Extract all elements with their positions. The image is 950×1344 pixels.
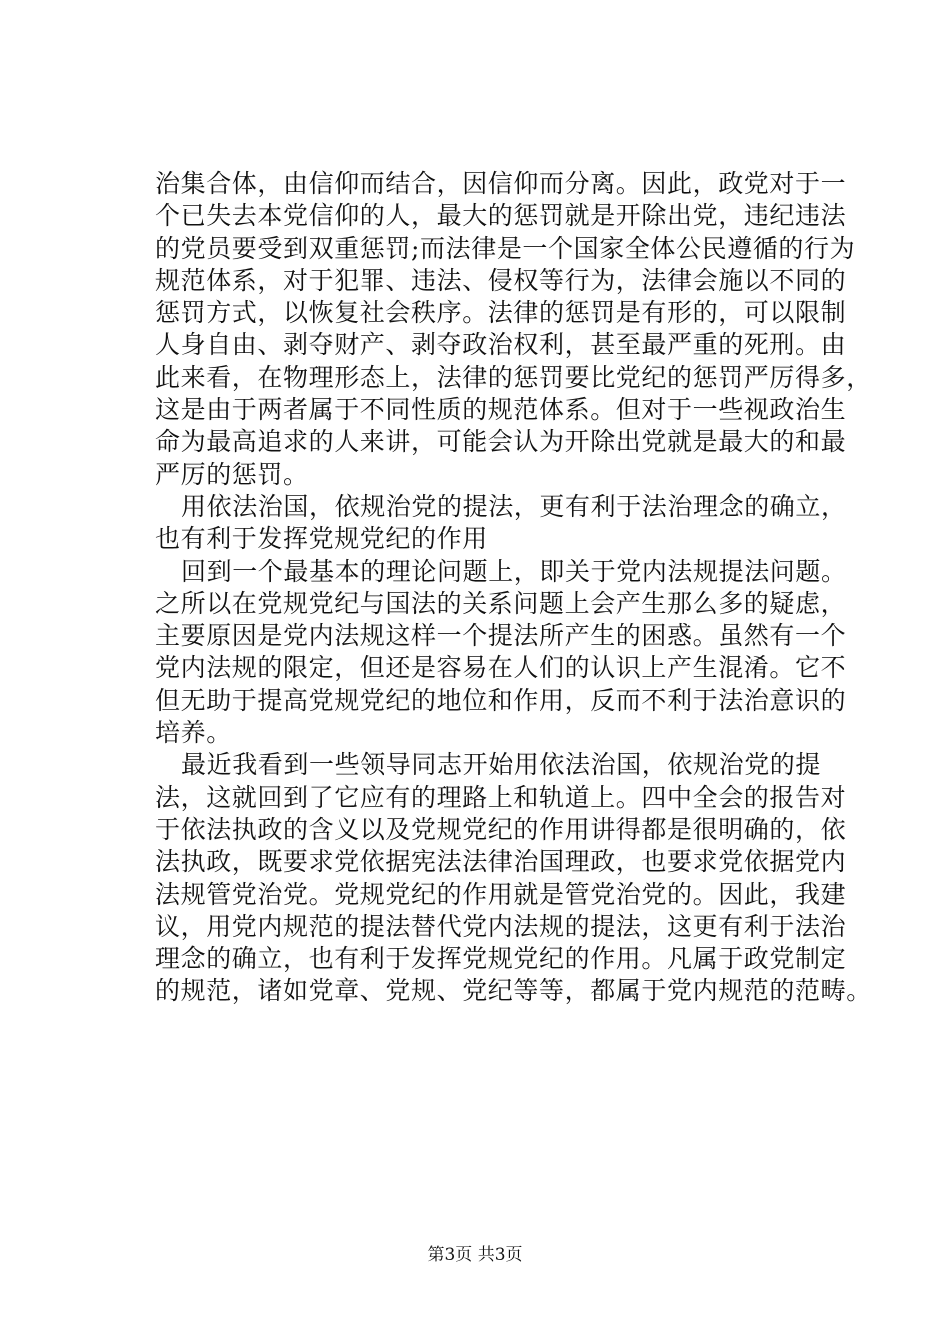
text-line: 回到一个最基本的理论问题上，即关于党内法规提法问题。 [181,556,847,586]
document-body [155,168,872,1008]
text-line: 培养。 [155,718,232,748]
text-line: 最近我看到一些领导同志开始用依法治国，依规治党的提 [181,750,822,780]
text-line: 惩罚方式，以恢复社会秩序。法律的惩罚是有形的，可以限制 [155,298,847,328]
text-line: 之所以在党规党纪与国法的关系问题上会产生那么多的疑虑， [155,588,847,618]
text-line: 议，用党内规范的提法替代党内法规的提法，这更有利于法治 [155,911,847,941]
text-line: 的规范，诸如党章、党规、党纪等等，都属于党内规范的范畴。 [155,976,872,1006]
section-heading-line: 也有利于发挥党规党纪的作用 [155,524,488,554]
text-line: 规范体系，对于犯罪、违法、侵权等行为，法律会施以不同的 [155,265,847,295]
text-line: 此来看，在物理形态上，法律的惩罚要比党纪的惩罚严厉得多， [155,362,872,392]
text-line: 法，这就回到了它应有的理路上和轨道上。四中全会的报告对 [155,782,847,812]
text-line: 人身自由、剥夺财产、剥夺政治权利，甚至最严重的死刑。由 [155,330,847,360]
text-line: 主要原因是党内法规这样一个提法所产生的困惑。虽然有一个 [155,621,847,651]
text-line: 理念的确立，也有利于发挥党规党纪的作用。凡属于政党制定 [155,944,847,974]
text-line: 个已失去本党信仰的人，最大的惩罚就是开除出党，违纪违法 [155,201,847,231]
text-line: 党内法规的限定，但还是容易在人们的认识上产生混淆。它不 [155,653,847,683]
page-number: 第3页 共3页 [427,1245,523,1265]
text-line: 法执政，既要求党依据宪法法律治国理政，也要求党依据党内 [155,847,847,877]
section-heading-line: 用依法治国，依规治党的提法，更有利于法治理念的确立， [181,491,847,521]
text-line: 法规管党治党。党规党纪的作用就是管党治党的。因此，我建 [155,879,847,909]
text-line: 于依法执政的含义以及党规党纪的作用讲得都是很明确的，依 [155,814,847,844]
text-line: 治集合体，由信仰而结合，因信仰而分离。因此，政党对于一 [155,169,847,198]
text-line: 严厉的惩罚。 [155,459,309,489]
text-line: 这是由于两者属于不同性质的规范体系。但对于一些视政治生 [155,395,847,425]
text-line: 但无助于提高党规党纪的地位和作用，反而不利于法治意识的 [155,685,847,715]
text-line: 命为最高追求的人来讲，可能会认为开除出党就是最大的和最 [155,427,847,457]
text-line: 的党员要受到双重惩罚;而法律是一个国家全体公民遵循的行为 [155,233,856,263]
